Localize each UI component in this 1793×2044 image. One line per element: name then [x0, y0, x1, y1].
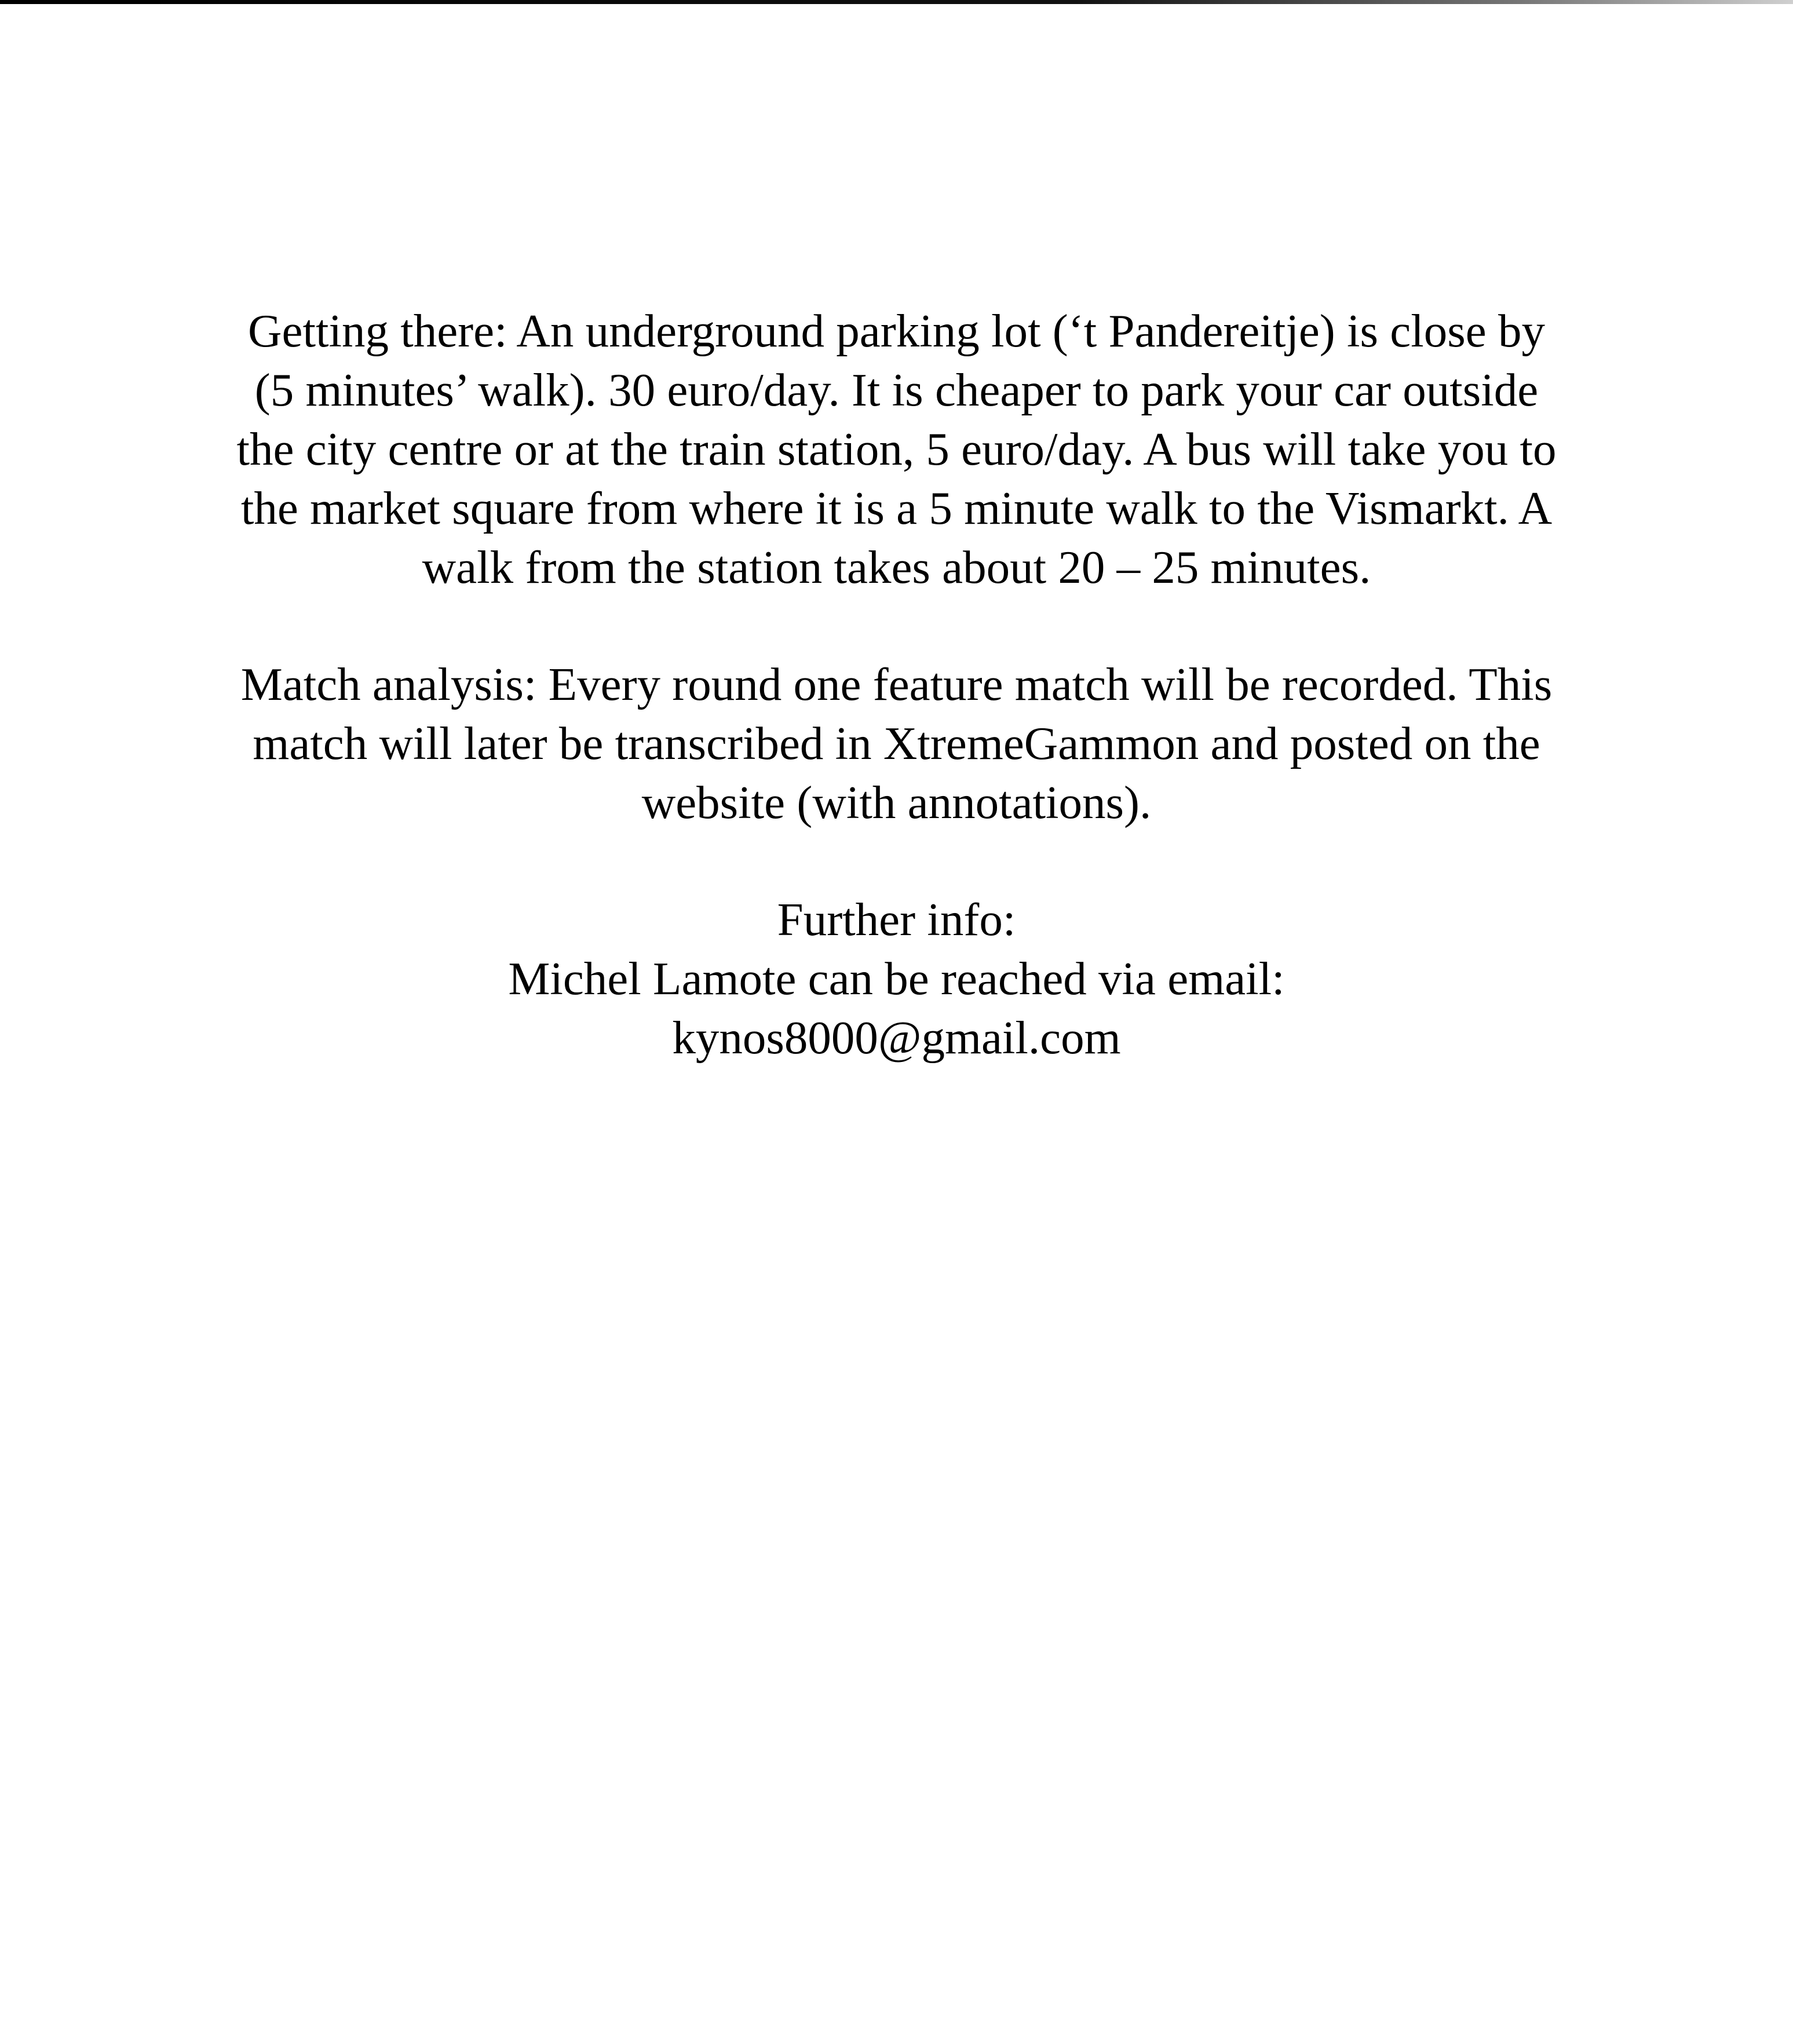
- contact-line: Michel Lamote can be reached via email:: [508, 952, 1285, 1005]
- scan-top-edge: [0, 0, 1793, 4]
- match-analysis-line-3: website (with annotations).: [641, 776, 1152, 828]
- match-analysis-line-1: Match analysis: Every round one feature match will be recorded. This: [240, 658, 1553, 710]
- getting-there-line-1: Getting there: An underground parking lot (‘t Pandereitje) is close by: [248, 305, 1545, 357]
- further-info-paragraph: [167, 890, 1627, 1067]
- paragraph-spacer: [0, 597, 1793, 655]
- further-info-heading: Further info:: [777, 893, 1016, 946]
- getting-there-line-2: (5 minutes’ walk). 30 euro/day. It is cheaper to park your car outside: [254, 364, 1539, 416]
- match-analysis-paragraph: [167, 655, 1627, 832]
- getting-there-line-5: walk from the station takes about 20 – 25 minutes.: [422, 541, 1371, 593]
- getting-there-paragraph: [167, 301, 1627, 597]
- document-page: [0, 301, 1793, 1067]
- contact-email: kynos8000@gmail.com: [672, 1012, 1121, 1064]
- paragraph-spacer: [0, 832, 1793, 890]
- getting-there-line-3: the city centre or at the train station, 5 euro/day. A bus will take you to: [236, 423, 1557, 475]
- match-analysis-line-2: match will later be transcribed in XtremeGammon and posted on the: [253, 717, 1540, 769]
- getting-there-line-4: the market square from where it is a 5 minute walk to the Vismarkt. A: [240, 482, 1553, 534]
